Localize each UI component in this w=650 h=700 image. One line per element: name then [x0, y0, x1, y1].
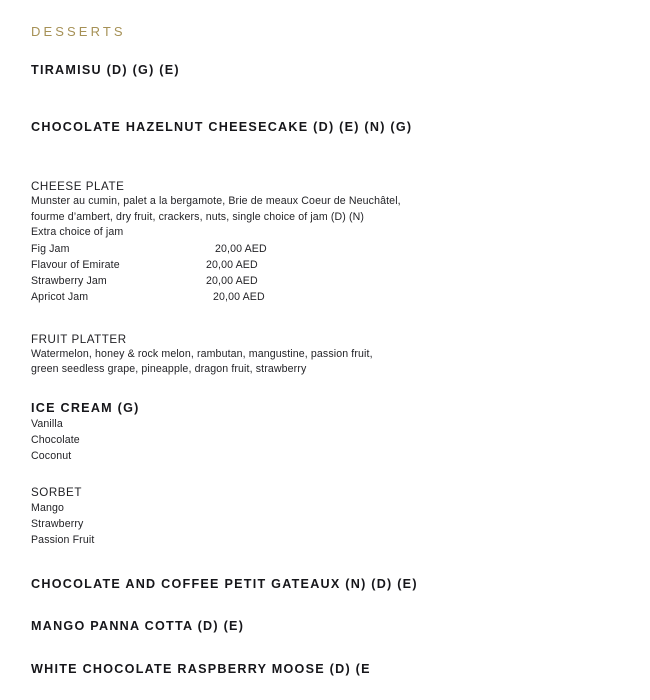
jam-name: Apricot Jam	[31, 290, 89, 303]
cheese-plate-description-line-1: Munster au cumin, palet a la bergamote, Brie de meaux Coeur de Neuchâtel,	[31, 195, 401, 207]
spacer	[31, 305, 631, 332]
jam-price: 20,00 AED	[213, 290, 265, 303]
menu-item-chocolate-coffee-petit-gateaux: CHOCOLATE AND COFFEE PETIT GATEAUX (N) (D) (E)	[31, 576, 418, 591]
section-title-ice-cream: ICE CREAM (G)	[31, 400, 140, 415]
fruit-platter-description-line-2: green seedless grape, pineapple, dragon fruit, strawberry	[31, 363, 307, 376]
section-title-fruit-platter: FRUIT PLATTER	[31, 332, 127, 346]
category-header-desserts: DESSERTS	[31, 24, 126, 39]
menu-content	[31, 0, 631, 677]
sorbet-flavour: Passion Fruit	[31, 533, 95, 546]
menu-section-cheese-plate	[31, 179, 631, 305]
cheese-plate-extra-label: Extra choice of jam	[31, 226, 124, 239]
menu-section-ice-cream	[31, 400, 631, 464]
fruit-platter-description-line-1: Watermelon, honey & rock melon, rambutan, mangustine, passion fruit,	[31, 347, 373, 360]
menu-item-mango-panna-cotta: MANGO PANNA COTTA (D) (E)	[31, 618, 245, 633]
jam-row	[31, 273, 631, 289]
jam-name: Flavour of Emirate	[31, 258, 120, 271]
menu-item-tiramisu: TIRAMISU (D) (G) (E)	[31, 63, 180, 77]
spacer	[31, 464, 631, 485]
sorbet-flavour: Mango	[31, 501, 64, 514]
jam-row	[31, 257, 631, 273]
jam-price: 20,00 AED	[206, 258, 258, 271]
menu-item-chocolate-hazelnut-cheesecake: CHOCOLATE HAZELNUT CHEESECAKE (D) (E) (N) (G)	[31, 120, 413, 134]
jam-price: 20,00 AED	[206, 274, 258, 287]
spacer	[31, 378, 631, 400]
sorbet-flavour: Strawberry	[31, 517, 84, 530]
jam-row	[31, 289, 631, 305]
jam-name: Strawberry Jam	[31, 274, 107, 287]
jam-price: 20,00 AED	[215, 242, 267, 255]
spacer	[31, 548, 631, 576]
ice-cream-flavour: Coconut	[31, 449, 72, 462]
spacer	[31, 78, 631, 119]
menu-item-white-chocolate-raspberry-moose: WHITE CHOCOLATE RASPBERRY MOOSE (D) (E	[31, 661, 371, 676]
jam-row	[31, 241, 631, 257]
spacer	[31, 135, 631, 179]
ice-cream-flavour: Vanilla	[31, 417, 63, 430]
jam-name: Fig Jam	[31, 242, 70, 255]
menu-section-sorbet	[31, 485, 631, 548]
cheese-plate-description-line-2: fourme d’ambert, dry fruit, crackers, nuts, single choice of jam (D) (N)	[31, 210, 365, 223]
section-title-sorbet: SORBET	[31, 485, 82, 499]
spacer	[31, 40, 631, 62]
menu-section-fruit-platter	[31, 332, 631, 378]
ice-cream-flavour: Chocolate	[31, 433, 80, 446]
spacer	[31, 634, 631, 661]
section-title-cheese-plate: CHEESE PLATE	[31, 180, 125, 193]
spacer	[31, 592, 631, 618]
